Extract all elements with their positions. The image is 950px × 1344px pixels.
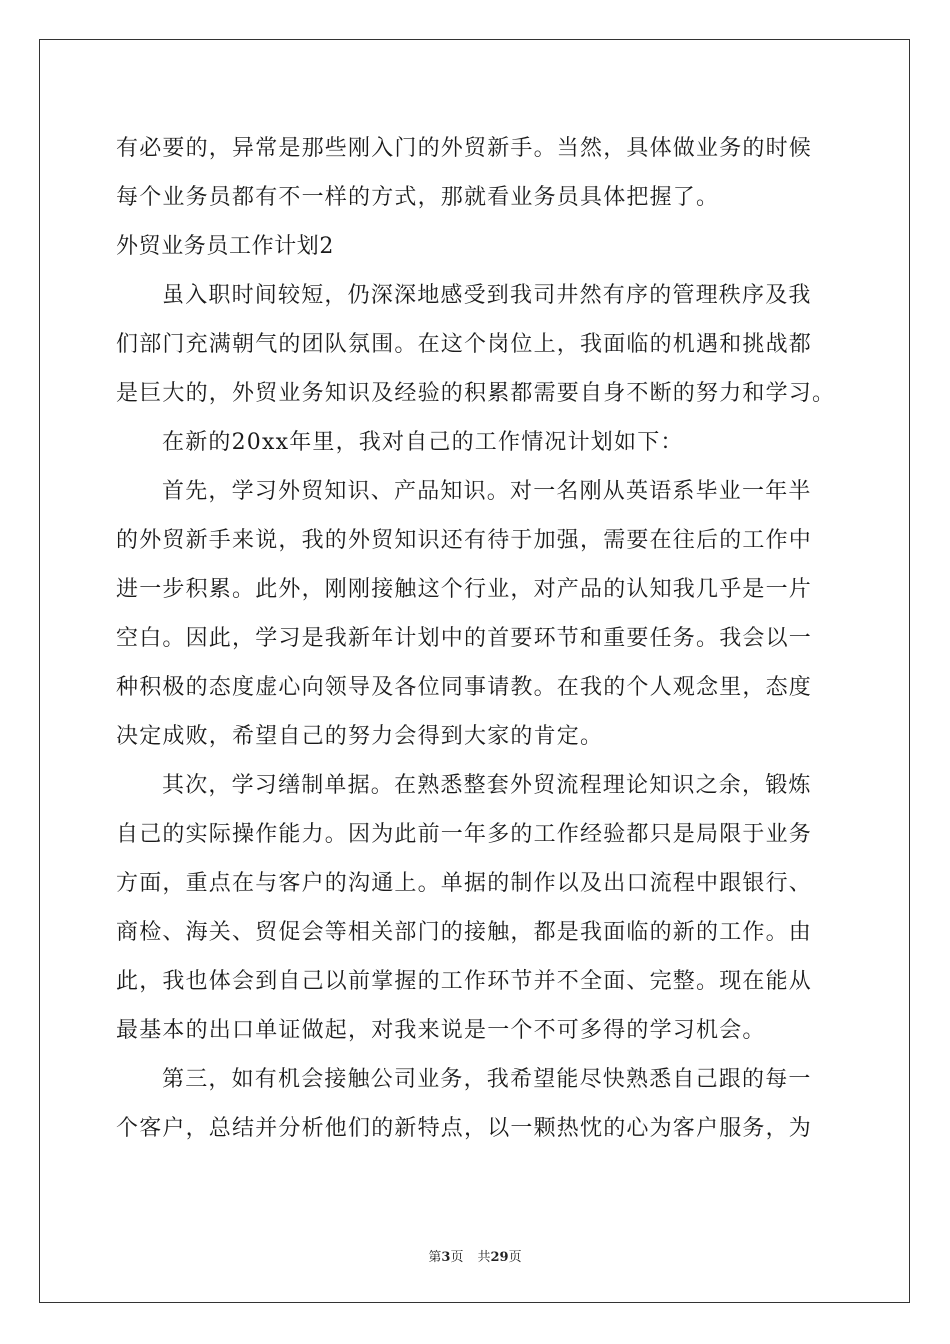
- text-line: 商检、海关、贸促会等相关部门的接触，都是我面临的新的工作。由: [116, 920, 813, 945]
- total-prefix: 共: [477, 1250, 491, 1265]
- text-line: 虽入职时间较短，仍深深地感受到我司井然有序的管理秩序及我: [162, 283, 812, 308]
- total-suffix: 页: [508, 1250, 522, 1265]
- page-footer: [0, 1246, 950, 1265]
- section-heading: [116, 222, 838, 271]
- text-line: 有必要的，异常是那些刚入门的外贸新手。当然，具体做业务的时候: [116, 136, 813, 161]
- paragraph-plan-lead: [116, 418, 838, 467]
- text-line: 此，我也体会到自己以前掌握的工作环节并不全面、完整。现在能从: [116, 969, 813, 994]
- text-line: 空白。因此，学习是我新年计划中的首要环节和重要任务。我会以一: [116, 626, 813, 651]
- text-line: 个客户，总结并分析他们的新特点，以一颗热忱的心为客户服务，为: [116, 1116, 813, 1141]
- text-line: 方面，重点在与客户的沟通上。单据的制作以及出口流程中跟银行、: [116, 871, 813, 896]
- text-line: 每个业务员都有不一样的方式，那就看业务员具体把握了。: [116, 185, 720, 210]
- text-line: 最基本的出口单证做起，对我来说是一个不可多得的学习机会。: [116, 1018, 766, 1043]
- text-line: 自己的实际操作能力。因为此前一年多的工作经验都只是局限于业务: [116, 822, 813, 847]
- text-line: 种积极的态度虚心向领导及各位同事请教。在我的个人观念里，态度: [116, 675, 813, 700]
- text-line: 的外贸新手来说，我的外贸知识还有待于加强，需要在往后的工作中: [116, 528, 813, 553]
- page-prefix: 第: [428, 1250, 442, 1265]
- document-body: [116, 124, 838, 1153]
- total-pages: 29: [490, 1250, 509, 1265]
- paragraph-third: [116, 1055, 838, 1153]
- text-line: 第三，如有机会接触公司业务，我希望能尽快熟悉自己跟的每一: [162, 1067, 812, 1092]
- paragraph-second: [116, 761, 838, 1055]
- paragraph-first: [116, 467, 838, 761]
- page-number: 3: [441, 1250, 451, 1265]
- heading-text: 外贸业务员工作计划2: [116, 234, 334, 259]
- text-line: 首先，学习外贸知识、产品知识。对一名刚从英语系毕业一年半: [162, 479, 812, 504]
- paragraph-intro: [116, 271, 838, 418]
- text-line: 是巨大的，外贸业务知识及经验的积累都需要自身不断的努力和学习。: [116, 381, 836, 406]
- text-line: 们部门充满朝气的团队氛围。在这个岗位上，我面临的机遇和挑战都: [116, 332, 813, 357]
- text-line: 在新的20xx年里，我对自己的工作情况计划如下：: [162, 430, 684, 455]
- text-line: 进一步积累。此外，刚刚接触这个行业，对产品的认知我几乎是一片: [116, 577, 813, 602]
- text-line: 决定成败，希望自己的努力会得到大家的肯定。: [116, 724, 604, 749]
- paragraph-continuation: [116, 124, 838, 222]
- page-suffix: 页: [450, 1250, 464, 1265]
- text-line: 其次，学习缮制单据。在熟悉整套外贸流程理论知识之余，锻炼: [162, 773, 812, 798]
